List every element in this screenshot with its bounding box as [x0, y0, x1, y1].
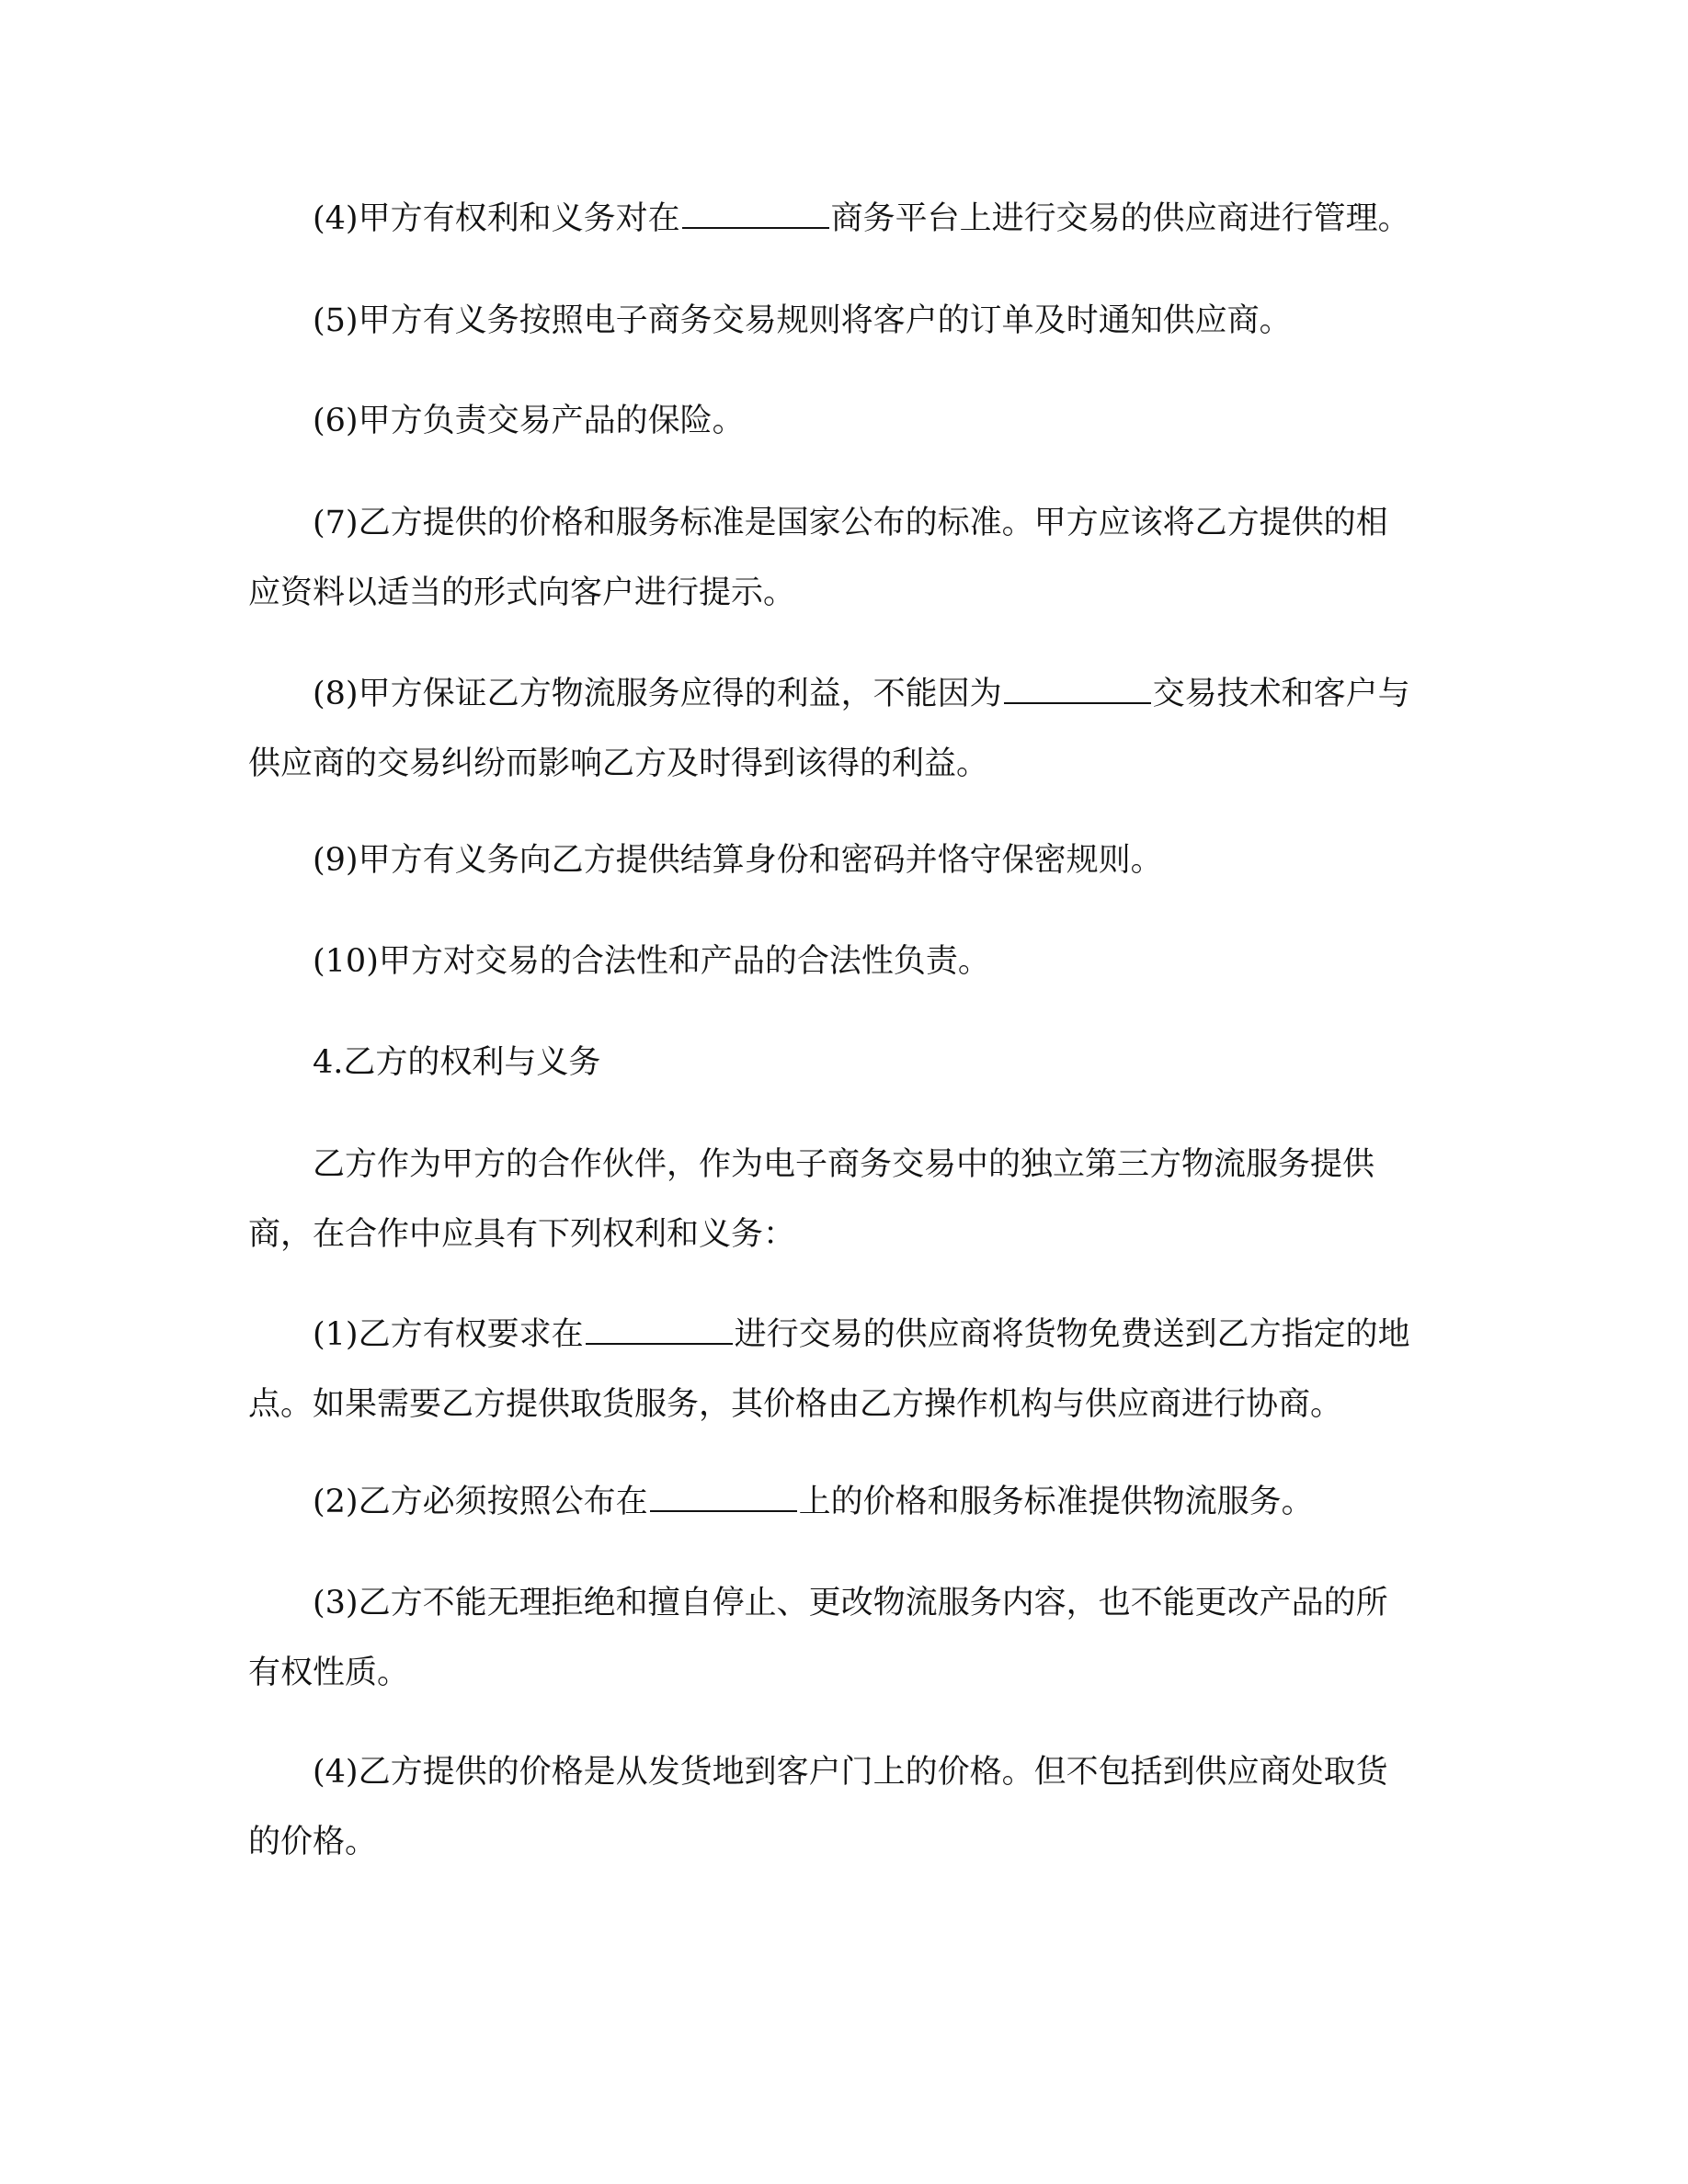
text: (5)甲方有义务按照电子商务交易规则将客户的订单及时通知供应商。: [313, 302, 1292, 339]
text: 应资料以适当的形式向客户进行提示。: [248, 574, 796, 611]
text: (8)甲方保证乙方物流服务应得的利益，不能因为: [313, 676, 1002, 712]
text: (4)乙方提供的价格是从发货地到客户门上的价格。但不包括到供应商处取货: [313, 1754, 1388, 1791]
paragraph-a10: [248, 927, 1434, 996]
text: 上的价格和服务标准提供物流服务。: [798, 1484, 1314, 1520]
text: (4)甲方有权利和义务对在: [313, 200, 680, 237]
text: 进行交易的供应商将货物免费送到乙方指定的地: [734, 1316, 1410, 1353]
document-page: [248, 0, 1434, 2184]
paragraph-b3: [248, 1568, 1434, 1708]
text: (7)乙方提供的价格和服务标准是国家公布的标准。甲方应该将乙方提供的相: [313, 505, 1388, 541]
text: 商，在合作中应具有下列权利和义务：: [248, 1216, 796, 1253]
text: 乙方作为甲方的合作伙伴，作为电子商务交易中的独立第三方物流服务提供: [313, 1146, 1375, 1183]
paragraph-b2: [248, 1467, 1434, 1537]
text: (3)乙方不能无理拒绝和擅自停止、更改物流服务内容，也不能更改产品的所: [313, 1585, 1388, 1621]
text: 供应商的交易纠纷而影响乙方及时得到该得的利益。: [248, 745, 989, 782]
text: 点。如果需要乙方提供取货服务，其价格由乙方操作机构与供应商进行协商。: [248, 1386, 1343, 1423]
paragraph-a5: [248, 286, 1434, 356]
paragraph-intro-b: [248, 1130, 1434, 1269]
paragraph-a8: [248, 659, 1434, 799]
text: 4.乙方的权利与义务: [313, 1044, 601, 1081]
paragraph-b4: [248, 1737, 1434, 1877]
fill-in-blank: [682, 201, 829, 229]
paragraph-a6: [248, 386, 1434, 456]
paragraph-a4: [248, 184, 1434, 254]
fill-in-blank: [1004, 677, 1151, 704]
fill-in-blank: [650, 1484, 797, 1512]
text: 的价格。: [248, 1824, 378, 1860]
paragraph-a9: [248, 825, 1434, 895]
text: 交易技术和客户与: [1152, 676, 1410, 712]
paragraph-a7: [248, 488, 1434, 628]
text: (1)乙方有权要求在: [313, 1316, 584, 1353]
text: (2)乙方必须按照公布在: [313, 1484, 648, 1520]
text: (10)甲方对交易的合法性和产品的合法性负责。: [313, 943, 990, 980]
text: 有权性质。: [248, 1655, 410, 1691]
fill-in-blank: [586, 1317, 733, 1345]
text: 商务平台上进行交易的供应商进行管理。: [830, 200, 1410, 237]
section-heading: [248, 1028, 1434, 1098]
text: (6)甲方负责交易产品的保险。: [313, 403, 745, 439]
paragraph-b1: [248, 1300, 1434, 1439]
text: (9)甲方有义务向乙方提供结算身份和密码并恪守保密规则。: [313, 842, 1163, 879]
